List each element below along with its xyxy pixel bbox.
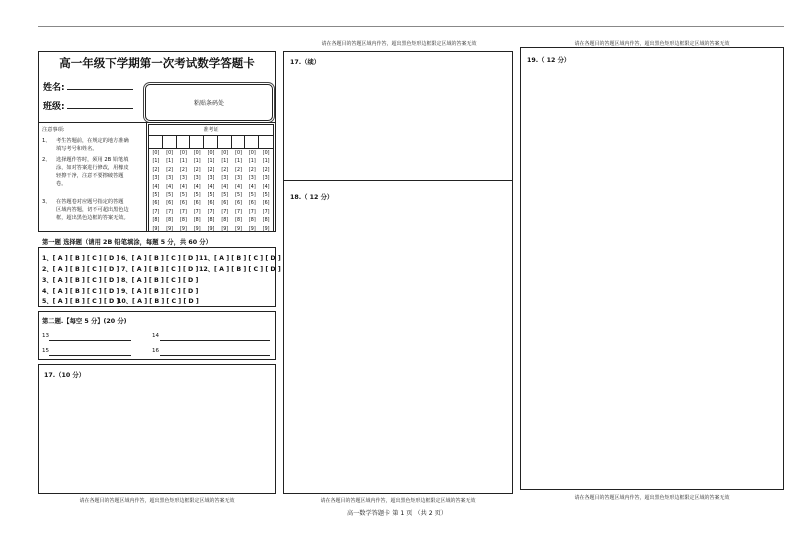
exam-digit-bubble[interactable]: [7] [166,209,174,215]
blank-15-line[interactable] [49,355,131,356]
mc-item-11[interactable]: 11、[ A ] [ B ] [ C ] [ D ] [199,255,281,262]
blank-13-label: 13 [42,333,49,339]
q17-continued-label: 17.（续） [290,59,321,66]
note-2-line-2: 涂，如对答案进行修改，用橡皮 [56,165,129,171]
mc-item-5[interactable]: 5、[ A ] [ B ] [ C ] [ D ] [42,298,120,305]
exam-digit-bubble[interactable]: [8] [207,218,215,224]
blank-14-line[interactable] [160,340,270,341]
exam-digit-bubble[interactable]: [1] [152,159,160,165]
mc-item-8[interactable]: 8、[ A ] [ B ] [ C ] [ D ] [121,277,199,284]
q19-answer-area[interactable] [520,47,784,490]
page-footer: 高一数学答题卡 第 1 页 （共 2 页） [346,510,448,517]
mc-item-3[interactable]: 3、[ A ] [ B ] [ C ] [ D ] [42,277,120,284]
exam-digit-bubble[interactable]: [2] [166,167,174,173]
mc-item-12[interactable]: 12、[ A ] [ B ] [ C ] [ D ] [199,266,281,273]
header-divider [38,122,276,123]
exam-number-grid [148,124,274,232]
exam-digit-bubble[interactable]: [1] [193,159,201,165]
exam-digit-bubble[interactable]: [4] [180,184,187,190]
blank-15-label: 15 [42,348,49,354]
exam-digit-bubble[interactable]: [5] [152,193,160,199]
exam-digit-bubble[interactable]: [1] [207,159,215,165]
notes-panel [42,127,142,231]
exam-digit-bubble[interactable]: [8] [152,218,160,224]
exam-digit-bubble[interactable]: [1] [166,159,174,165]
exam-digit-bubble[interactable]: [8] [248,218,256,224]
exam-number-write-row[interactable] [149,136,273,149]
warning-bottom-right: 请在各题目的答题区域内作答，超出黑色矩形边框限定区域的答案无效 [574,495,730,501]
exam-digit-bubble[interactable]: [3] [221,176,229,182]
exam-digit-bubble[interactable]: [1] [235,159,242,165]
exam-digit-bubble[interactable]: [0] [262,151,270,156]
notes-divider [146,122,147,232]
exam-digit-bubble[interactable]: [1] [248,159,256,165]
warning-bottom-left: 请在各题目的答题区域内作答，超出黑色矩形边框限定区域的答案无效 [79,498,235,504]
barcode-area [145,84,273,121]
blank-14-label: 14 [152,333,159,339]
q18-label: 18.（ 12 分） [290,194,334,201]
exam-digit-bubble[interactable]: [9] [221,226,229,232]
note-3-line-3: 框，超出黑色边框的答案无效。 [56,215,129,221]
exam-digit-bubble[interactable]: [6] [207,201,215,207]
exam-digit-bubble[interactable]: [8] [193,218,201,224]
mc-item-7[interactable]: 7、[ A ] [ B ] [ C ] [ D ] [121,266,199,273]
q17-answer-area[interactable] [38,364,276,494]
exam-digit-bubble[interactable]: [0] [235,151,242,156]
exam-digit-bubble[interactable]: [0] [193,151,201,156]
blank-16-line[interactable] [160,355,270,356]
exam-digit-bubble[interactable]: [9] [262,226,270,232]
exam-digit-bubble[interactable]: [4] [262,184,270,190]
section1-label: 第一题 选择题（请用 2B 铅笔填涂，每题 5 分，共 60 分） [42,239,212,246]
exam-digit-bubble[interactable]: [4] [248,184,256,190]
exam-digit-bubble[interactable]: [0] [248,151,256,156]
card-title: 高一年级下学期第一次考试数学答题卡 [59,56,255,70]
exam-digit-bubble[interactable]: [6] [235,201,242,207]
exam-digit-bubble[interactable]: [9] [152,226,160,232]
warning-bottom-middle: 请在各题目的答题区域内作答，超出黑色矩形边框限定区域的答案无效 [320,498,476,504]
note-1-line-1: 考生答题前，在规定的地方准确 [56,138,129,144]
exam-digit-bubble[interactable]: [7] [152,209,160,215]
class-field[interactable] [43,99,133,112]
mc-item-10[interactable]: 10、[ A ] [ B ] [ C ] [ D ] [117,298,199,305]
exam-digit-bubble[interactable]: [9] [235,226,242,232]
exam-digit-bubble[interactable]: [5] [235,193,242,199]
top-rule [38,26,784,27]
blank-13-line[interactable] [49,340,131,341]
exam-digit-bubble[interactable]: [4] [193,184,201,190]
barcode-label: 粘贴条码处 [193,100,224,107]
exam-digit-bubble[interactable]: [5] [207,193,215,199]
name-label: 姓名: [43,83,65,93]
note-3-line-1: 在答题卷对应题号指定的答题 [56,199,124,205]
q17-q18-divider [283,180,513,181]
mc-item-1[interactable]: 1、[ A ] [ B ] [ C ] [ D ] [42,255,120,262]
exam-digit-bubble[interactable]: [4] [152,184,160,190]
exam-digit-bubble[interactable]: [1] [262,159,270,165]
exam-digit-bubble[interactable]: [9] [248,226,256,232]
note-2-num: 2、 [42,157,51,163]
exam-digit-bubble[interactable]: [7] [235,209,242,215]
exam-digit-bubble[interactable]: [4] [235,184,242,190]
exam-digit-bubble[interactable]: [3] [180,176,187,182]
note-1-num: 1、 [42,138,51,144]
exam-digit-bubble[interactable]: [9] [193,226,201,232]
exam-digit-bubble[interactable]: [3] [248,176,256,182]
exam-digit-bubble[interactable]: [5] [221,193,229,199]
mc-item-2[interactable]: 2、[ A ] [ B ] [ C ] [ D ] [42,266,120,273]
exam-digit-bubble[interactable]: [6] [180,201,187,207]
exam-digit-bubble[interactable]: [3] [262,176,270,182]
exam-digit-bubble[interactable]: [8] [180,218,187,224]
exam-digit-bubble[interactable]: [3] [235,176,242,182]
exam-digit-bubble[interactable]: [2] [152,167,160,173]
name-line[interactable] [67,81,133,90]
exam-digit-bubble[interactable]: [6] [262,201,270,207]
exam-digit-bubble[interactable]: [7] [262,209,270,215]
exam-digit-bubble[interactable]: [4] [166,184,174,190]
exam-digit-bubble[interactable]: [5] [180,193,187,199]
warning-top-middle: 请在各题目的答题区域内作答，超出黑色矩形边框限定区域的答案无效 [321,41,477,47]
exam-digit-bubble[interactable]: [2] [262,167,270,173]
mc-item-4[interactable]: 4、[ A ] [ B ] [ C ] [ D ] [42,288,120,295]
mc-item-9[interactable]: 9、[ A ] [ B ] [ C ] [ D ] [121,288,199,295]
exam-number-title: 准考证 [149,125,273,136]
q17-label: 17.（10 分） [44,372,86,379]
note-2-line-3: 轻擦干净，注意不要擦破答题 [56,173,124,179]
exam-digit-bubble[interactable]: [6] [221,201,229,207]
exam-digit-bubble[interactable]: [7] [180,209,187,215]
warning-top-right: 请在各题目的答题区域内作答，超出黑色矩形边框限定区域的答案无效 [574,41,730,47]
exam-digit-bubble[interactable]: [0] [166,151,174,156]
note-2-line-4: 卷。 [56,181,67,187]
class-label: 班级: [43,102,65,112]
exam-digit-bubble[interactable]: [0] [152,151,160,156]
exam-digit-bubble[interactable]: [2] [180,167,187,173]
section2-label: 第二题.【每空 5 分】(20 分) [42,318,127,325]
note-1-line-2: 填写考号和姓名。 [56,146,98,152]
exam-digit-bubble[interactable]: [6] [193,201,201,207]
class-line[interactable] [67,100,133,109]
exam-digit-bubble[interactable]: [9] [207,226,215,232]
exam-digit-bubble[interactable]: [8] [262,218,270,224]
middle-answer-panel[interactable] [283,51,513,494]
exam-digit-bubble[interactable]: [6] [152,201,160,207]
exam-digit-bubble[interactable]: [3] [152,176,160,182]
exam-digit-bubble[interactable]: [2] [248,167,256,173]
q19-label: 19.（ 12 分） [527,57,571,64]
exam-digit-bubble[interactable]: [6] [166,201,174,207]
exam-digit-bubble[interactable]: [7] [221,209,229,215]
exam-digit-bubble[interactable]: [7] [248,209,256,215]
exam-digit-bubble[interactable]: [5] [193,193,201,199]
exam-digit-bubble[interactable]: [7] [207,209,215,215]
note-3-num: 3、 [42,199,51,205]
exam-digit-bubble[interactable]: [2] [221,167,229,173]
mc-item-6[interactable]: 6、[ A ] [ B ] [ C ] [ D ] [121,255,199,262]
exam-digit-bubble[interactable]: [6] [248,201,256,207]
exam-digit-bubble[interactable]: [9] [166,226,174,232]
exam-digit-bubble[interactable]: [5] [248,193,256,199]
blank-16-label: 16 [152,348,159,354]
exam-digit-bubble[interactable]: [0] [207,151,215,156]
exam-digit-bubble[interactable]: [8] [221,218,229,224]
exam-digit-bubble[interactable]: [3] [207,176,215,182]
exam-digit-bubble[interactable]: [5] [262,193,270,199]
exam-digit-bubble[interactable]: [3] [166,176,174,182]
exam-digit-bubble[interactable]: [4] [207,184,215,190]
exam-digit-bubble[interactable]: [0] [180,151,187,156]
exam-digit-bubble[interactable]: [2] [207,167,215,173]
exam-digit-bubble[interactable]: [5] [166,193,174,199]
exam-number-bubbles[interactable] [149,149,273,234]
exam-digit-bubble[interactable]: [3] [193,176,201,182]
exam-digit-bubble[interactable]: [8] [235,218,242,224]
exam-digit-bubble[interactable]: [7] [193,209,201,215]
exam-digit-bubble[interactable]: [8] [166,218,174,224]
exam-digit-bubble[interactable]: [2] [193,167,201,173]
exam-digit-bubble[interactable]: [4] [221,184,229,190]
exam-digit-bubble[interactable]: [9] [180,226,187,232]
exam-digit-bubble[interactable]: [1] [180,159,187,165]
name-field[interactable] [43,80,133,93]
exam-digit-bubble[interactable]: [1] [221,159,229,165]
note-3-line-2: 区域内答题，切不可超出黑色边 [56,207,129,213]
note-2-line-1: 选择题作答时，须用 2B 铅笔填 [56,157,129,163]
exam-digit-bubble[interactable]: [2] [235,167,242,173]
notes-title: 注意事项: [42,127,65,133]
exam-digit-bubble[interactable]: [0] [221,151,229,156]
